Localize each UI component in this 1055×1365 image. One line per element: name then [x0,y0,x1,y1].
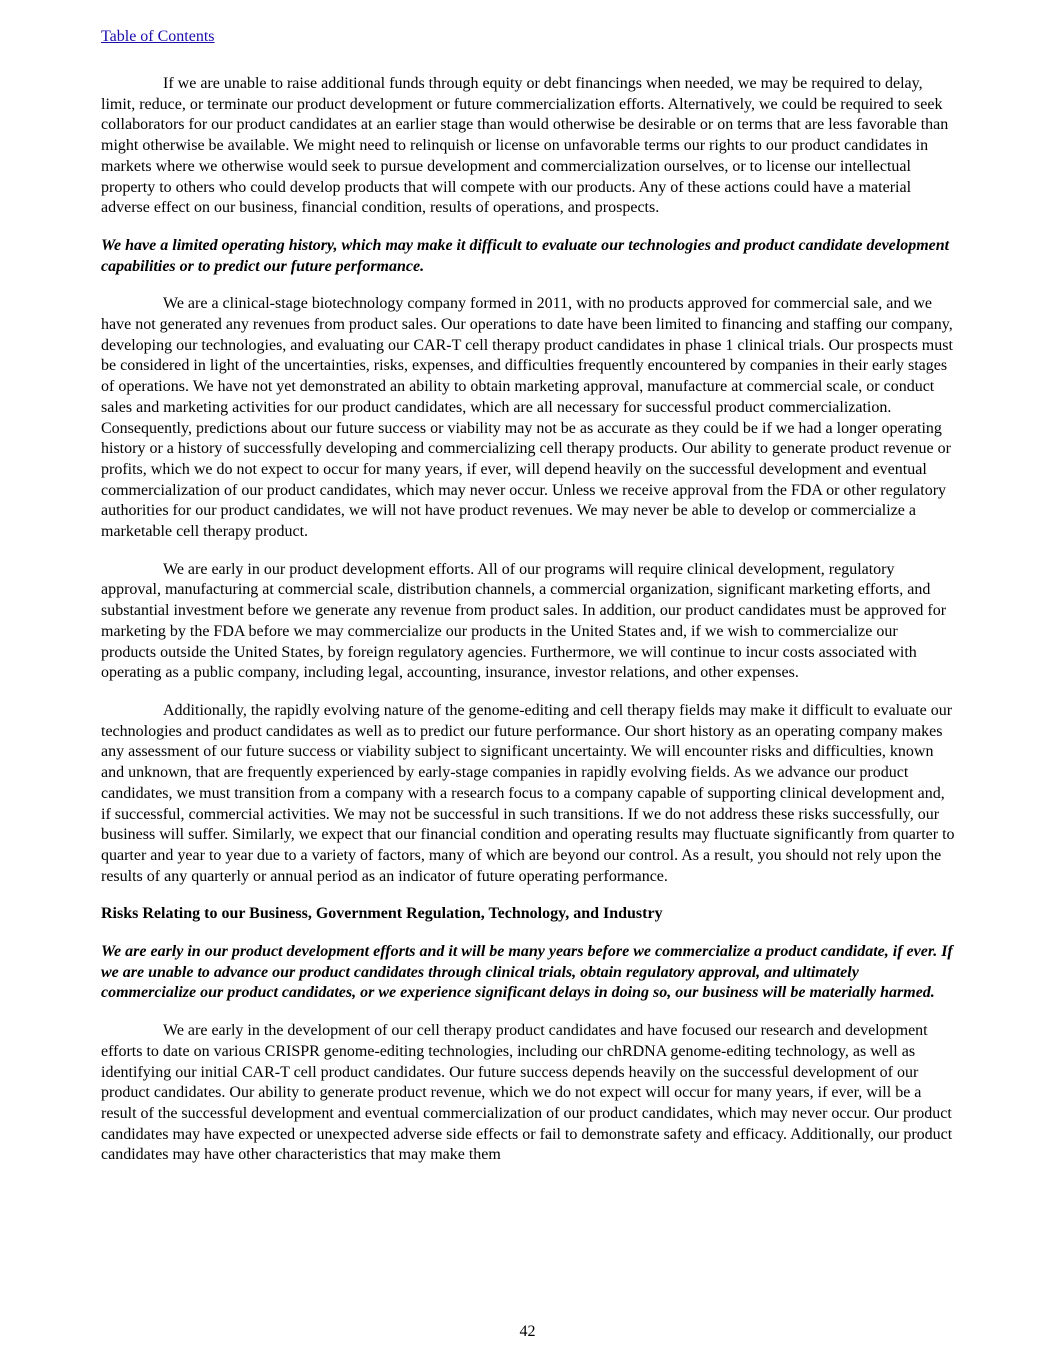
paragraph-evolving-fields: Additionally, the rapidly evolving nature of the genome-editing and cell therapy fields may make it difficult to evaluate our technologies and product candidates as well as to predict our future performance. Our short history as an operating company makes any assessment of our future success or viability subject to significant uncertainty. We will encounter risks and difficulties, known and unknown, that are frequently experienced by early-stage companies in rapidly evolving fields. As we advance our product candidates, we must transition from a company with a research focus to a company capable of supporting clinical development and, if successful, commercial activities. We may not be successful in such transitions. If we do not address these risks successfully, our business will suffer. Similarly, we expect that our financial condition and operating results may fluctuate significantly from quarter to quarter and year to year due to a variety of factors, many of which are beyond our control. As a result, you should not rely upon the results of any quarterly or annual period as an indicator of future operating performance. [101,701,955,885]
paragraph-clinical-stage: We are a clinical-stage biotechnology company formed in 2011, with no products approved for commercial sale, and we have not generated any revenues from product sales. Our operations to date have been limited to financing and staffing our company, developing our technologies, and evaluating our CAR-T cell therapy product candidates in phase 1 clinical trials. Our prospects must be considered in light of the uncertainties, risks, expenses, and difficulties frequently encountered by companies in their early stages of operations. We have not yet demonstrated an ability to obtain marketing approval, manufacture at commercial scale, or conduct sales and marketing activities for our product candidates, which are all necessary for successful product commercialization. Consequently, predictions about our future success or viability may not be as accurate as they could be if we had a longer operating history or a history of successfully developing and commercializing cell therapy products. Our ability to generate product revenue or profits, which we do not expect to occur for many years, if ever, will depend heavily on the successful development and eventual commercialization of our product candidates, which may never occur. Unless we receive approval from the FDA or other regulatory authorities for our product candidates, we will not have product revenues. We may never be able to develop or commercialize a marketable cell therapy product. [101,295,953,541]
table-of-contents-link[interactable]: Table of Contents [101,28,215,45]
paragraph-cell-therapy-development: We are early in the development of our cell therapy product candidates and have focused our research and development efforts to date on various CRISPR genome-editing technologies, including our chRDNA genome-editing technology, as well as identifying our initial CAR-T cell product candidates. Our future success depends heavily on the successful development of our product candidates. Our ability to generate product revenue, which we do not expect will occur for many years, if ever, will be a result of the successful development and eventual commercialization of our product candidates, which may never occur. Our product candidates may have expected or unexpected adverse side effects or fail to demonstrate safety and efficacy. Additionally, our product candidates may have other characteristics that may make them [101,1022,953,1164]
paragraph-funding: If we are unable to raise additional funds through equity or debt financings when needed, we may be required to delay, limit, reduce, or terminate our product development or future commercialization efforts. Alternatively, we could be required to seek collaborators for our product candidates at an earlier stage than would otherwise be desirable or on terms that are less favorable than might otherwise be available. We might need to relinquish or license on unfavorable terms our rights to our product candidates in markets where we otherwise would seek to pursue development and commercialization ourselves, or to license our intellectual property to others who could develop products that will compete with our products. Any of these actions could have a material adverse effect on our business, financial condition, results of operations, and prospects. [101,75,949,217]
risk-heading-operating-history: We have a limited operating history, which may make it difficult to evaluate our technologies and product candidate development capabilities or to predict our future performance. [101,236,950,275]
document-body [101,74,956,1183]
page-number: 42 [519,1323,536,1340]
section-heading-business-risks: Risks Relating to our Business, Government Regulation, Technology, and Industry [101,905,663,923]
paragraph-early-development: We are early in our product development efforts. All of our programs will require clinical development, regulatory approval, manufacturing at commercial scale, distribution channels, a commercial organization, significant marketing efforts, and substantial investment before we generate any revenue from product sales. In addition, our product candidates must be approved for marketing by the FDA before we may commercialize our products in the United States and, if we wish to commercialize our products outside the United States, by foreign regulatory agencies. Furthermore, we will continue to incur costs associated with operating as a public company, including legal, accounting, insurance, investor relations, and other expenses. [101,560,947,682]
risk-heading-product-development: We are early in our product development efforts and it will be many years before we commercialize a product candidate, if ever. If we are unable to advance our product candidates through clinical trials, obtain regulatory approval, and ultimately commercialize our product candidates, or we experience significant delays in doing so, our business will be materially harmed. [101,943,953,1002]
